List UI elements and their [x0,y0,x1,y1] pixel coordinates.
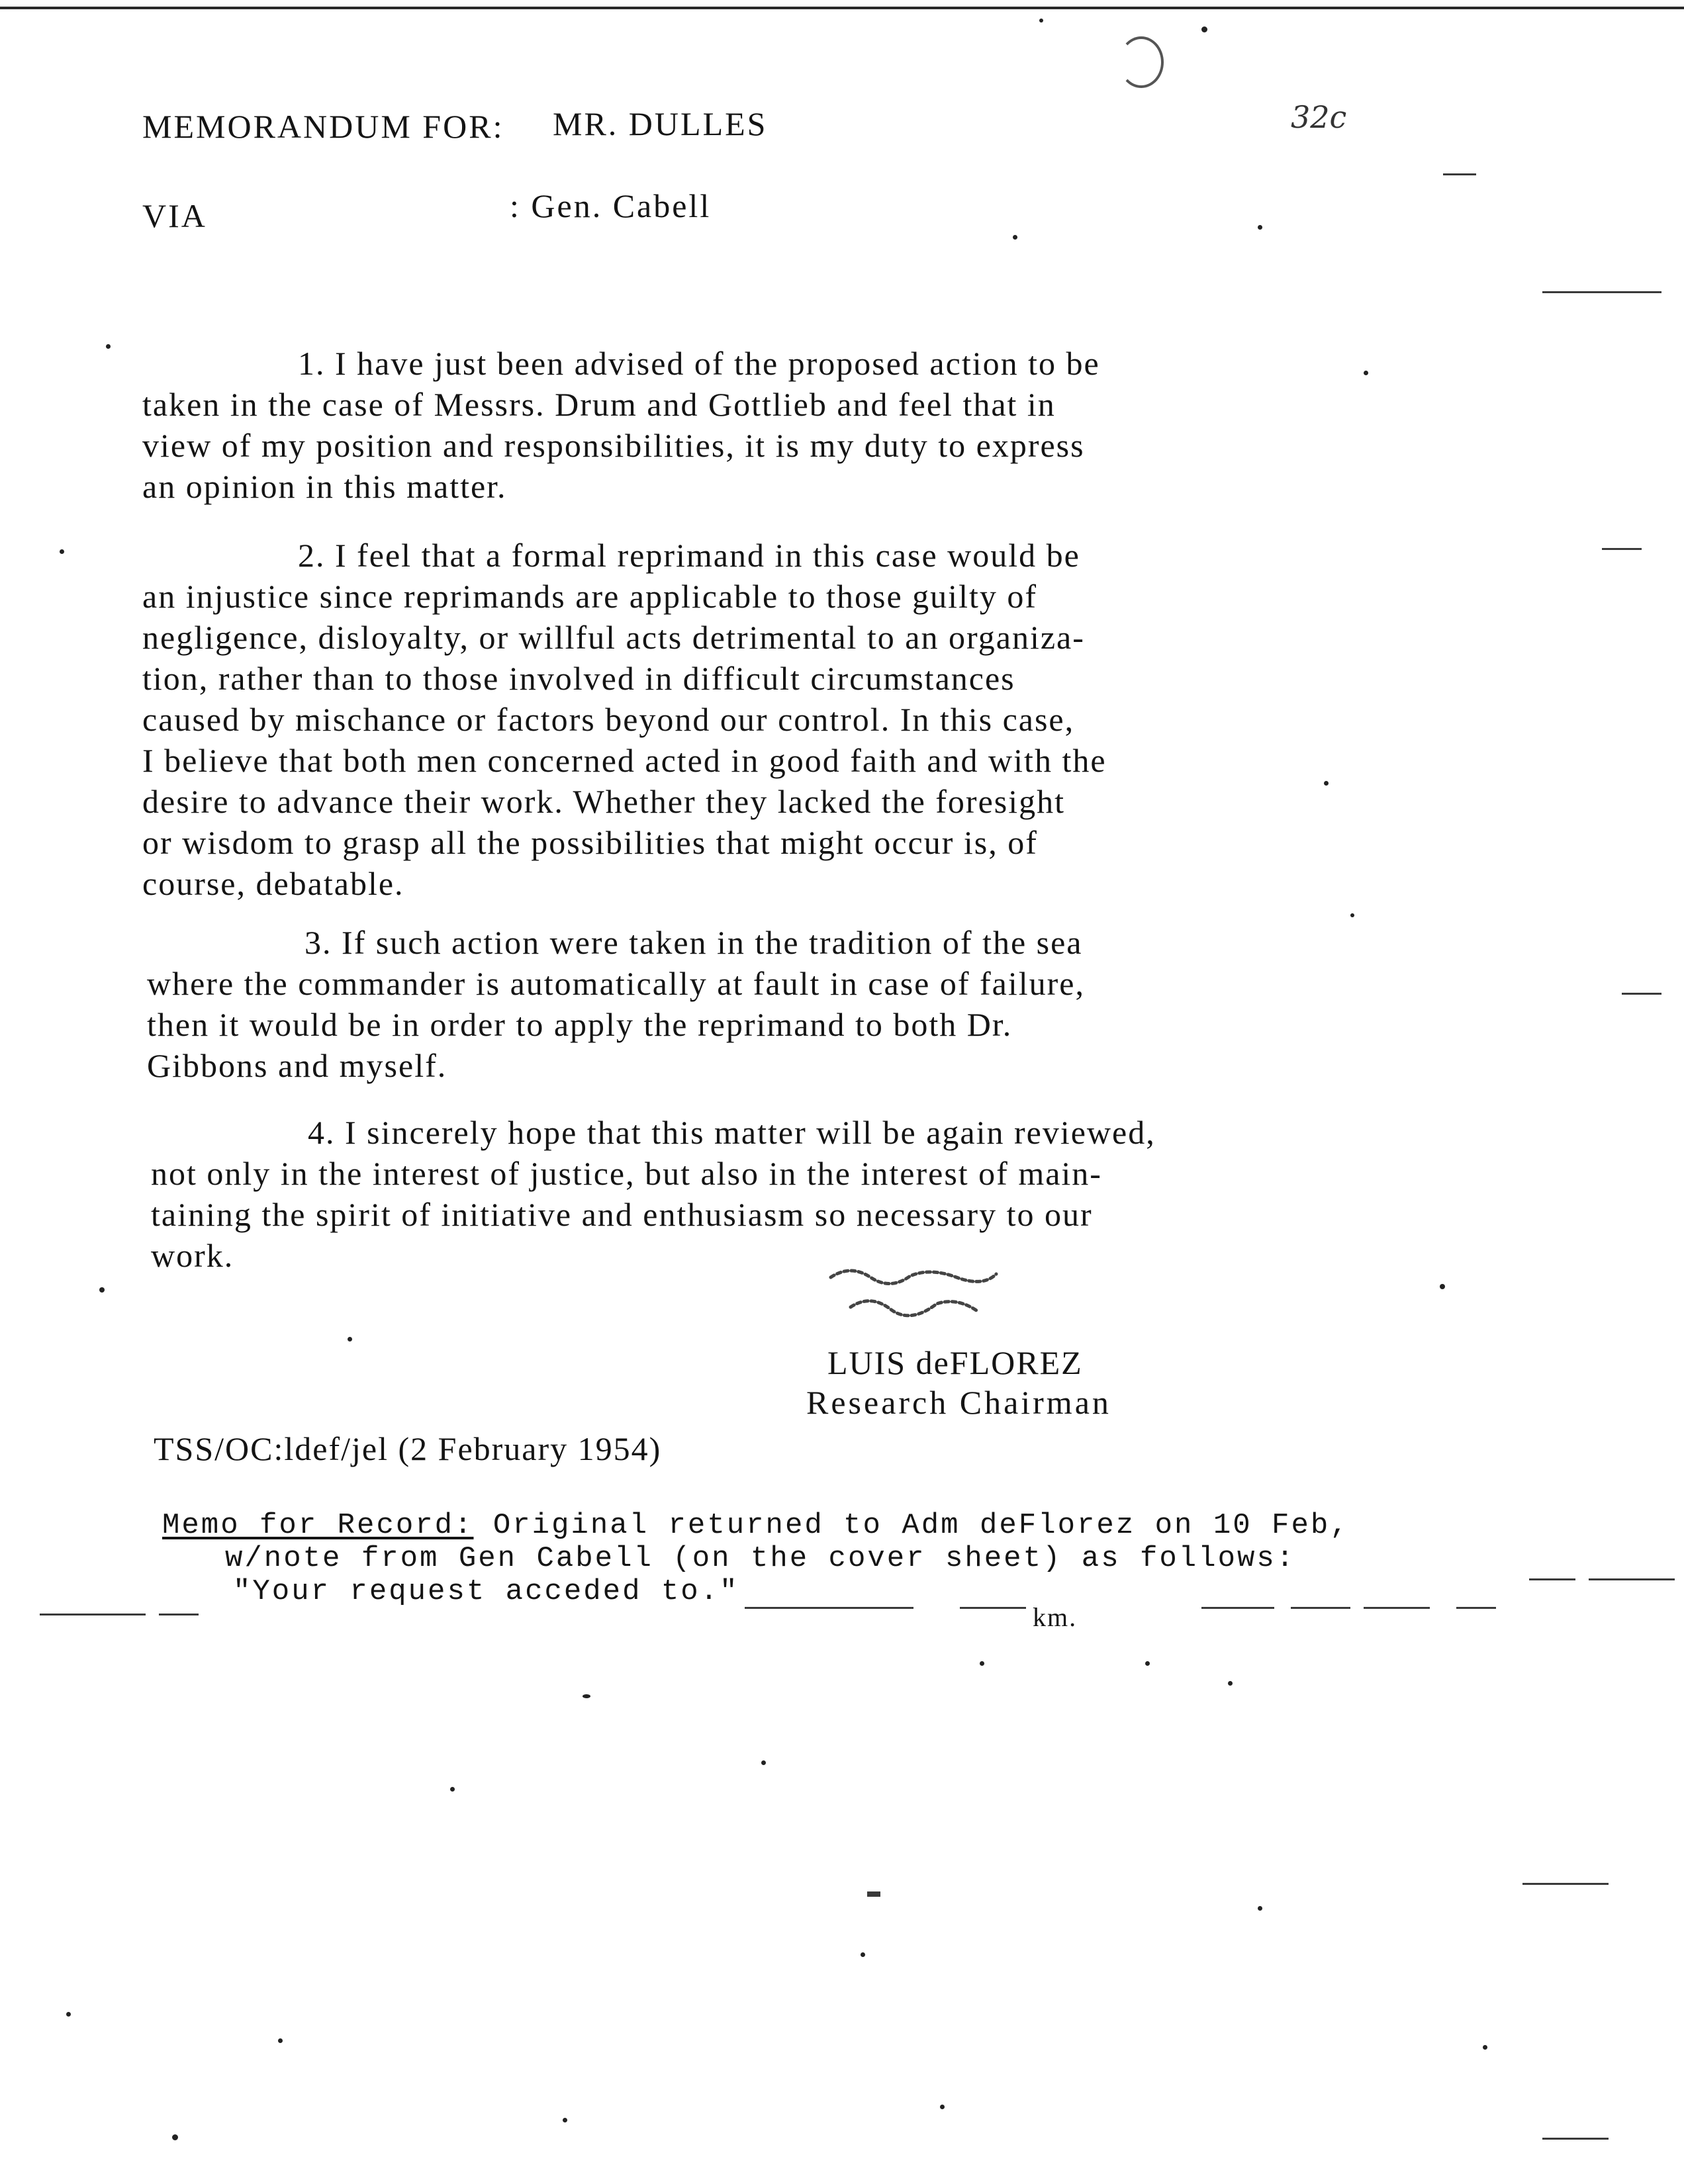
speck [1201,26,1207,32]
signature-mark [824,1257,1003,1330]
speck [60,549,64,554]
dash-rule [960,1607,1026,1609]
body-line: desire to advance their work. Whether they lacked the foresight [142,783,1066,820]
speck [1013,235,1017,240]
speck [761,1760,766,1765]
dash-rule [1542,2138,1609,2140]
body-line: work. [151,1237,234,1274]
via-value: : Gen. Cabell [510,187,712,224]
dash-rule [1522,1883,1609,1885]
handwritten-page-number: 32c [1291,99,1347,135]
speck [980,1661,984,1666]
body-line: taken in the case of Messrs. Drum and Gottlieb and feel that in [142,386,1056,423]
dash-rule [159,1614,199,1615]
speck [583,1694,590,1698]
speck [66,2012,71,2017]
body-line: tion, rather than to those involved in difficult circumstances [142,660,1015,697]
via-label: VIA [142,197,207,234]
typist-initials: km. [1033,1602,1078,1632]
speck [1324,781,1329,786]
body-line: 4. I sincerely hope that this matter will be again reviewed, [308,1114,1156,1151]
memo-for-record-line-3: "Your request acceded to." [233,1575,739,1608]
speck [1145,1661,1150,1666]
speck [172,2134,178,2140]
speck [1039,19,1043,23]
speck [940,2105,945,2109]
dash-rule [1443,173,1476,175]
signer-title: Research Chairman [806,1384,1111,1421]
body-line: Gibbons and myself. [147,1047,447,1084]
memo-for-record-line-1 [162,1509,1350,1542]
hole-punch-mark [1119,36,1164,88]
body-line: course, debatable. [142,865,404,902]
speck [1440,1284,1445,1289]
body-line: 1. I have just been advised of the proposed action to be [298,345,1100,382]
speck [348,1337,352,1342]
speck [861,1952,865,1957]
reference-line: TSS/OC:ldef/jel (2 February 1954) [154,1430,662,1467]
memo-for-record-text-1: Original returned to Adm deFlorez on 10 Feb, [492,1509,1350,1542]
body-line: or wisdom to grasp all the possibilities that might occur is, of [142,824,1038,861]
dash-rule [1201,1607,1274,1609]
speck [1258,1906,1262,1911]
dash-rule [1602,548,1642,550]
speck [1228,1681,1233,1686]
memo-for-record-label: Memo for Record: [162,1509,474,1542]
body-line: 2. I feel that a formal reprimand in this case would be [298,537,1080,574]
body-line: then it would be in order to apply the reprimand to both Dr. [147,1006,1013,1043]
dash-rule [1542,291,1661,293]
dash-rule [1291,1607,1350,1609]
signer-name: LUIS deFLOREZ [827,1344,1083,1381]
dash-rule [745,1607,913,1609]
speck [1483,2045,1487,2050]
memo-for-value: MR. DULLES [553,105,768,142]
speck [1258,225,1262,230]
body-line: negligence, disloyalty, or willful acts detrimental to an organiza- [142,619,1085,656]
memo-for-record-line-2: w/note from Gen Cabell (on the cover sheet) as follows: [225,1542,1296,1575]
dash-rule [1529,1578,1575,1580]
body-line: I believe that both men concerned acted in good faith and with the [142,742,1107,779]
dash-rule [40,1614,146,1615]
body-line: 3. If such action were taken in the tradition of the sea [304,924,1083,961]
speck [106,344,111,349]
body-line: caused by mischance or factors beyond our control. In this case, [142,701,1075,738]
dash-rule [867,1891,880,1897]
speck [1364,371,1368,375]
memo-for-label: MEMORANDUM FOR: [142,108,504,145]
body-line: an injustice since reprimands are applicable to those guilty of [142,578,1038,615]
dash-rule [1456,1607,1496,1609]
speck [450,1787,455,1792]
dash-rule [1589,1578,1675,1580]
body-line: not only in the interest of justice, but also in the interest of main- [151,1155,1102,1192]
body-line: where the commander is automatically at fault in case of failure, [147,965,1085,1002]
top-border-rule [0,7,1684,9]
speck [99,1287,105,1293]
body-line: an opinion in this matter. [142,468,507,505]
speck [563,2118,567,2122]
body-line: taining the spirit of initiative and enthusiasm so necessary to our [151,1196,1093,1233]
speck [278,2038,283,2043]
dash-rule [1364,1607,1430,1609]
dash-rule [1622,993,1661,995]
speck [1350,913,1354,917]
body-line: view of my position and responsibilities, it is my duty to express [142,427,1085,464]
